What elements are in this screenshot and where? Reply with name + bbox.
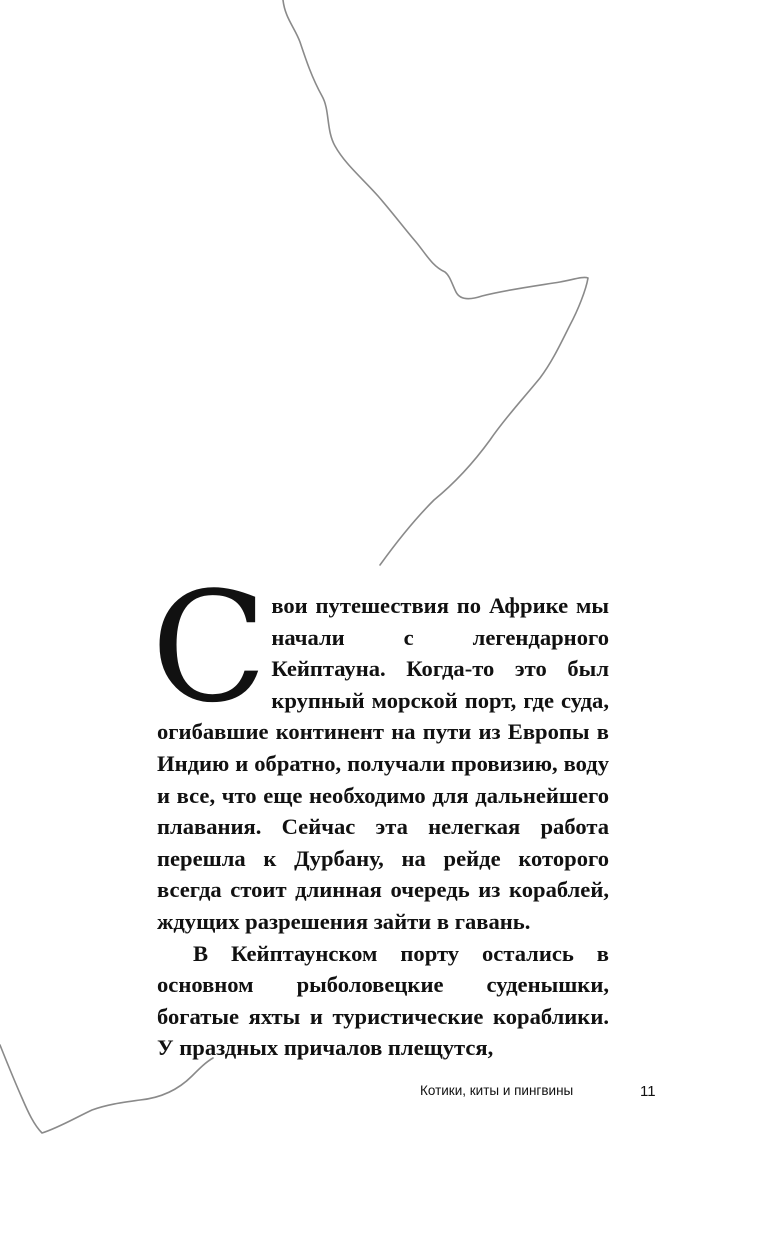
paragraph-1 [151, 559, 609, 938]
drop-cap-letter: С [151, 559, 268, 736]
body-text [151, 559, 609, 1064]
east-coast-line [283, 0, 588, 565]
paragraph-1-text: вои путешествия по Африке мы начали с легендарного Кейптауна. Когда-то это был крупный морской порт, где суда, огибавшие континент на пути из Европы в Индию и обратно, получали провизию, воду и все, что еще необходимо для дальнейшего плавания. Сейчас эта нелегкая работа перешла к Дурбану, на рейде которого всегда стоит длинная очередь из кораблей, ждущих разрешения зайти в гавань. [157, 593, 609, 934]
page-number: 11 [640, 1083, 656, 1100]
page-footer [420, 1083, 660, 1103]
running-head: Котики, киты и пингвины [420, 1083, 574, 1098]
paragraph-2: В Кейптаунском порту остались в основном рыболовецкие суденышки, богатые яхты и туристические кораблики. У праздных причалов плещутся, [157, 940, 609, 1061]
